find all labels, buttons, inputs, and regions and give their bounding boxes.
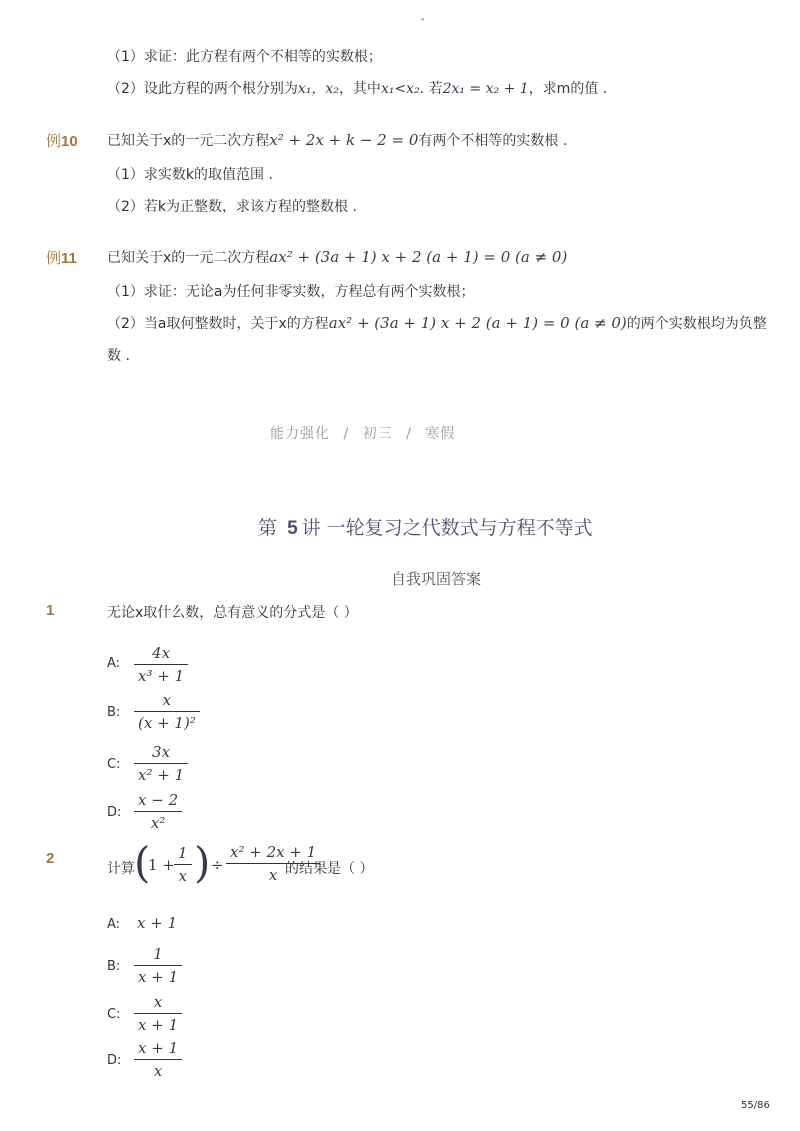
q1-option-d-label[interactable]: D:	[107, 805, 122, 820]
q1-stem: 无论x取什么数，总有意义的分式是（ ）	[107, 605, 358, 621]
q2-option-a-label[interactable]: A:	[107, 917, 121, 932]
q2-option-c-label[interactable]: C:	[107, 1007, 121, 1022]
ex10-q2: （2）若k为正整数，求该方程的整数根 .	[107, 199, 357, 215]
lecture-title: 第 5 讲 一轮复习之代数式与方程不等式	[258, 517, 593, 539]
q1-option-a-label[interactable]: A:	[107, 656, 121, 671]
ex10-equation: x² + 2x + k − 2 = 0	[269, 131, 419, 149]
ex11-label: 例11	[46, 250, 77, 267]
prev-q2-cond: x₁<x₂	[380, 81, 420, 97]
ex11-equation: ax² + (3a + 1) x + 2 (a + 1) = 0 (a ≠ 0)	[269, 248, 568, 266]
q1-number: 1	[46, 602, 55, 619]
q2-divide-sign: ÷	[211, 856, 224, 874]
prev-q2-mid: ，其中	[338, 81, 381, 97]
ex11-q2: （2）当a取何整数时，关于x的方程ax² + (3a + 1) x + 2 (a + 1) = 0 (a ≠ 0)的两个实数根均为负整	[107, 314, 767, 332]
prev-q2	[107, 78, 607, 98]
q2-stem-pre: 计算	[107, 861, 135, 877]
running-header: 能力强化 / 初三 / 寒假	[270, 426, 456, 442]
top-mark: -	[421, 14, 425, 25]
ex10-q1: （1）求实数k的取值范围 .	[107, 167, 273, 183]
ex11-q1: （1）求证：无论a为任何非零实数，方程总有两个实数根；	[107, 284, 475, 300]
page-number: 55/86	[741, 1100, 770, 1111]
q2-paren-close: )	[194, 838, 211, 887]
q2-one-plus: 1 +	[148, 856, 175, 874]
q2-option-b-fraction: 1 x + 1	[134, 945, 182, 986]
prev-q2-eq: 2x₁ = x₂ + 1	[442, 81, 529, 97]
prev-q2-pre: （2）设此方程的两个根分别为	[107, 81, 298, 97]
q1-option-b-label[interactable]: B:	[107, 705, 121, 720]
q2-inner-fraction: 1 x	[174, 844, 192, 885]
q2-option-a-value: x + 1	[137, 914, 178, 932]
q2-main-fraction: x² + 2x + 1 x	[226, 843, 320, 884]
prev-q1: （1）求证：此方程有两个不相等的实数根；	[107, 49, 382, 65]
q1-option-a-fraction: 4x x³ + 1	[134, 644, 188, 685]
ex11-q2-equation: ax² + (3a + 1) x + 2 (a + 1) = 0 (a ≠ 0)	[328, 314, 627, 332]
q1-option-b-fraction: x (x + 1)²	[134, 691, 200, 732]
q1-option-c-label[interactable]: C:	[107, 757, 121, 772]
q2-option-c-fraction: x x + 1	[134, 993, 182, 1034]
ex10-label: 例10	[46, 133, 78, 150]
q2-option-d-label[interactable]: D:	[107, 1053, 122, 1068]
q2-option-b-label[interactable]: B:	[107, 959, 121, 974]
q1-option-d-fraction: x − 2 x²	[134, 791, 182, 832]
lecture-subtitle: 自我巩固答案	[391, 570, 482, 588]
q2-number: 2	[46, 850, 55, 867]
q1-option-c-fraction: 3x x² + 1	[134, 743, 188, 784]
q2-paren-open: (	[134, 838, 151, 887]
q2-stem-post: 的结果是（ ）	[285, 861, 374, 877]
prev-q2-if: . 若	[419, 81, 443, 97]
ex10-stem: 已知关于x的一元二次方程x² + 2x + k − 2 = 0有两个不相等的实数根 .	[107, 131, 568, 149]
prev-q2-post: ，求m的值 .	[528, 81, 608, 97]
ex11-stem: 已知关于x的一元二次方程ax² + (3a + 1) x + 2 (a + 1) = 0 (a ≠ 0)	[107, 248, 568, 266]
ex11-q2-cont: 数 .	[107, 348, 130, 364]
q2-option-d-fraction: x + 1 x	[134, 1039, 182, 1080]
prev-q2-roots: x₁，x₂	[297, 81, 339, 97]
